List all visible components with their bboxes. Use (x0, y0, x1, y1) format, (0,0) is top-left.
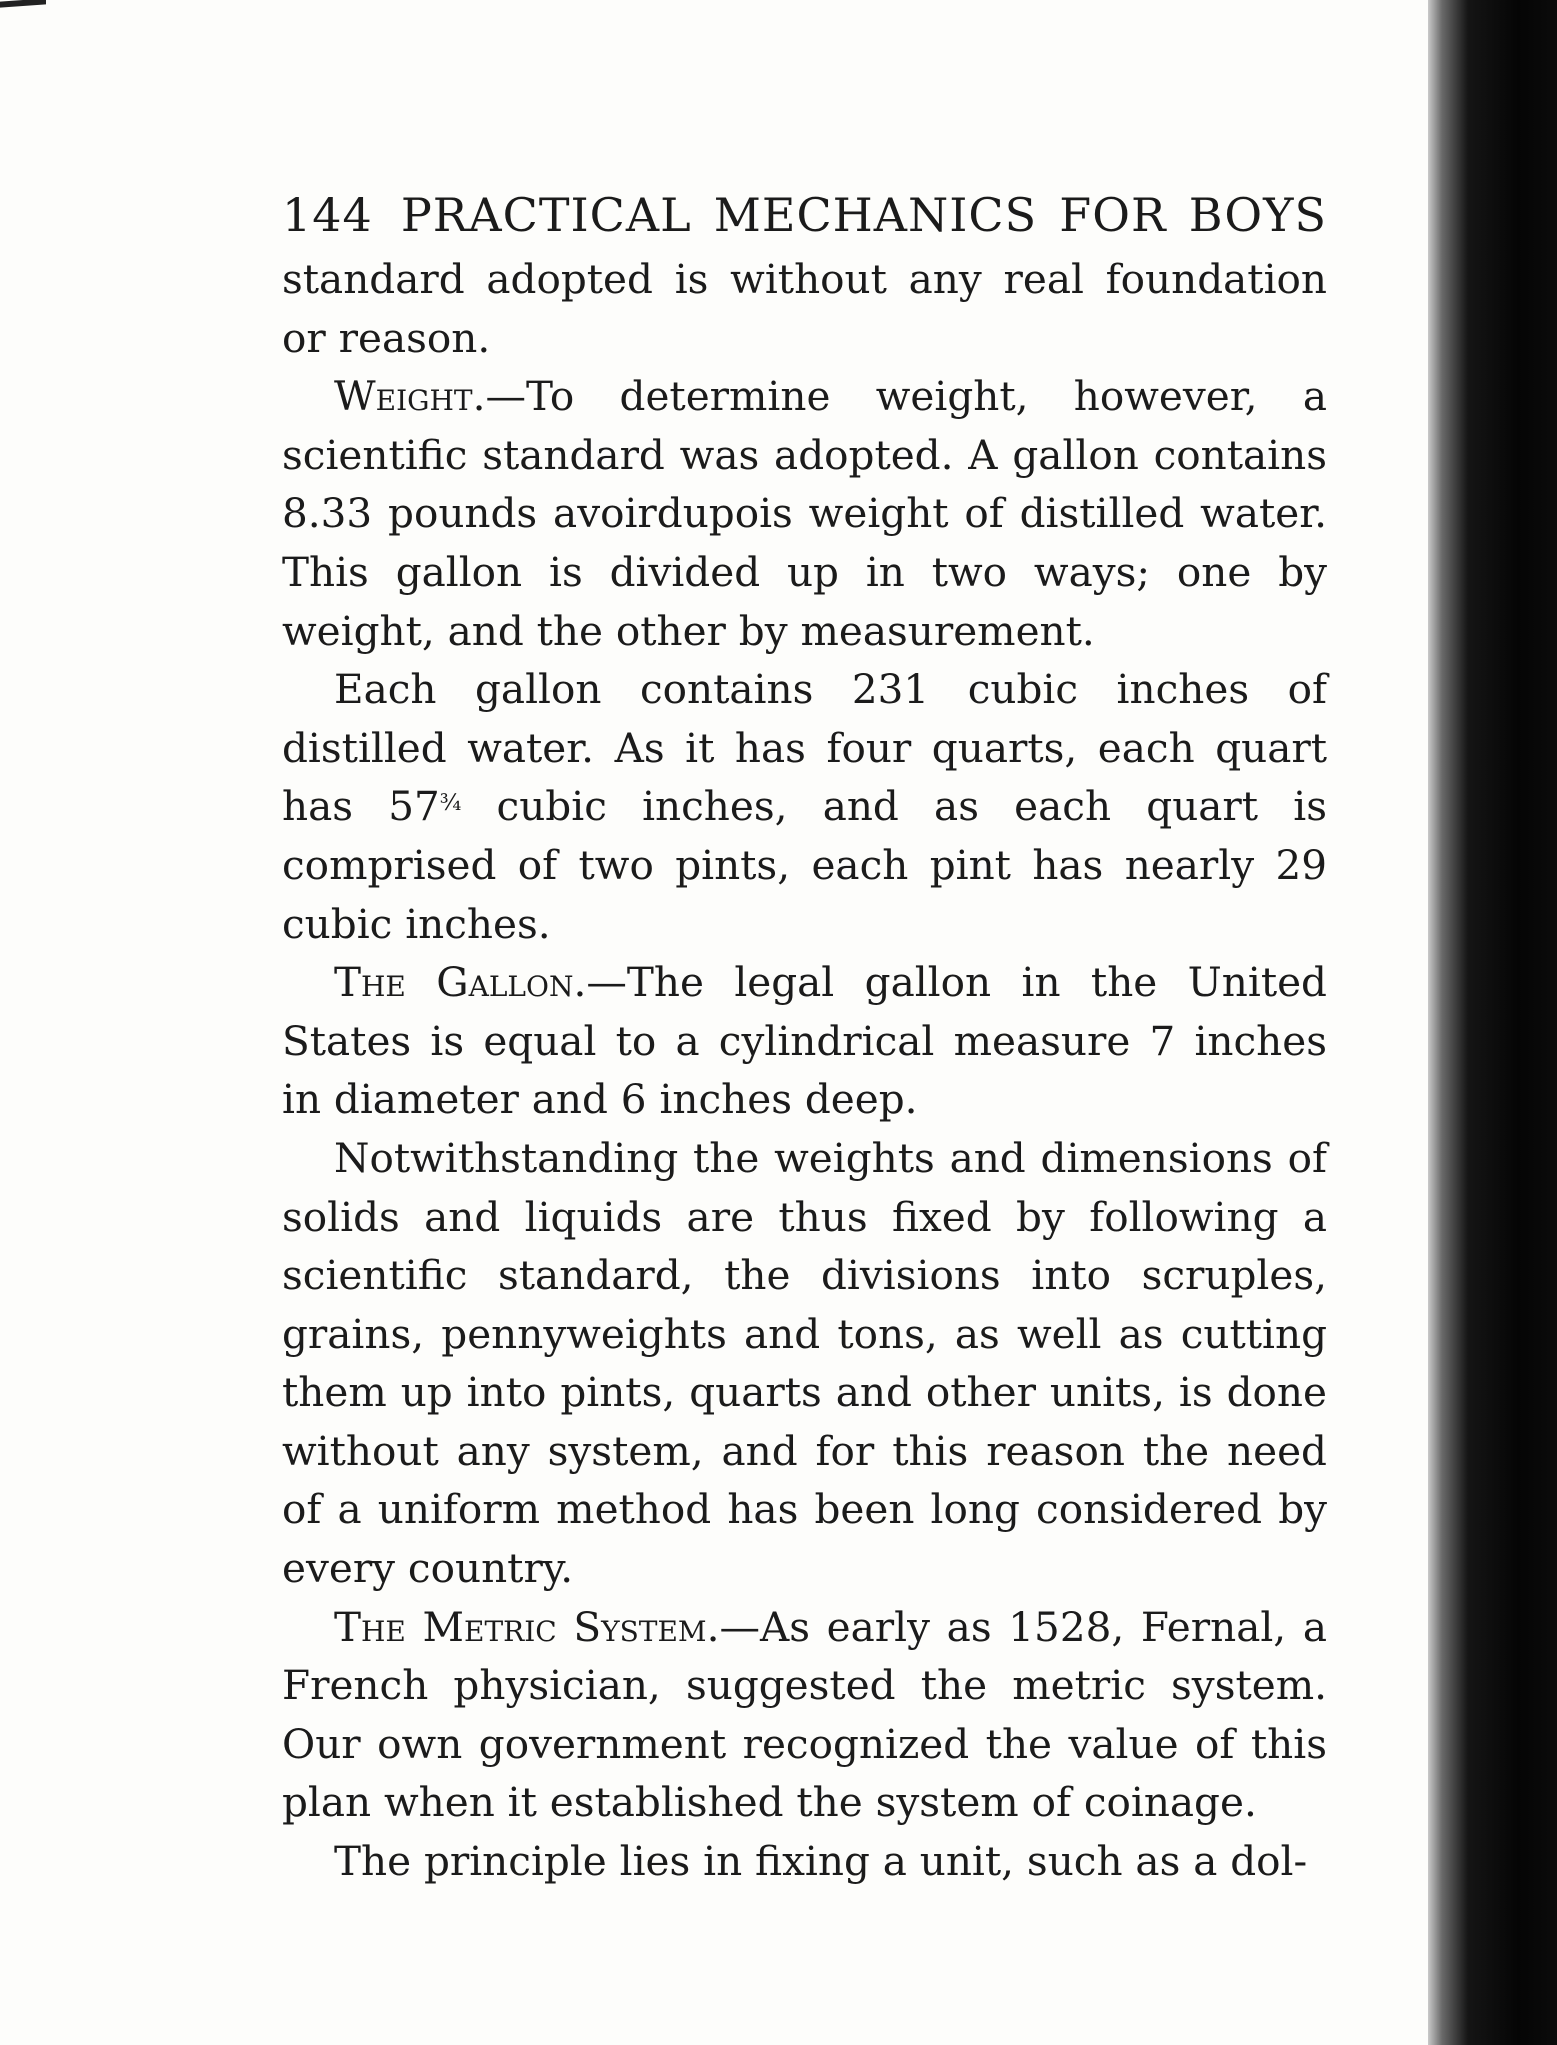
page-text-block (282, 180, 1327, 1891)
section-heading-metric-system: The Metric System. (334, 1602, 720, 1651)
section-heading-weight: Weight. (334, 372, 486, 421)
paragraph-principle (282, 1832, 1327, 1891)
paragraph-text-before-fraction: Each gallon contains 231 cubic inches of distilled water. As it has four quarts, each quart has 57 (282, 665, 1327, 831)
paragraph-text-after-fraction: cubic inches, and as each quart is comprised of two pints, each pint has nearly 29 cubic inches. (282, 782, 1327, 948)
paragraph-continued (282, 250, 1327, 367)
paragraph-gallon (282, 953, 1327, 1129)
paragraph-metric-system (282, 1598, 1327, 1832)
paragraph-cubic-inches (282, 660, 1327, 953)
paragraph-text: The principle lies in fixing a unit, such as a dol- (334, 1837, 1308, 1886)
paragraph-text: Notwithstanding the weights and dimensions of solids and liquids are thus fixed by following a scientific standard, the divisions into scruples, grains, pennyweights and tons, as well as cutting them up into pints, quarts and other units, is done without any system, and for this reason the need of a uniform method has been long considered by every country. (282, 1133, 1327, 1593)
paragraph-text: —To determine weight, however, a scientific standard was adopted. A gallon contains 8.33 pounds avoirdupois weight of distilled water. This gallon is divided up in two ways; one by weight, and the other by measurement. (282, 372, 1327, 655)
scan-binding-edge (1428, 0, 1557, 2045)
running-head (282, 180, 1327, 250)
section-heading-gallon: The Gallon. (334, 958, 587, 1007)
running-head-title (401, 180, 1327, 250)
scan-corner-mark (0, 0, 46, 8)
paragraph-text: standard adopted is without any real foundation or reason. (282, 255, 1327, 362)
running-head-title-text: PRACTICAL MECHANICS FOR BOYS (400, 188, 1327, 242)
page-number: 144 (282, 188, 373, 242)
paragraph-weight (282, 367, 1327, 660)
paragraph-text: —The legal gallon in the United States is equal to a cylindrical measure 7 inches in diameter and 6 inches deep. (282, 958, 1327, 1124)
fraction-three-quarters: ¾ (439, 790, 462, 817)
paragraph-text: —As early as 1528, Fernal, a French physician, suggested the metric system. Our own government recognized the value of this plan when it established the system of coinage. (282, 1602, 1328, 1827)
paragraph-notwithstanding (282, 1129, 1327, 1598)
